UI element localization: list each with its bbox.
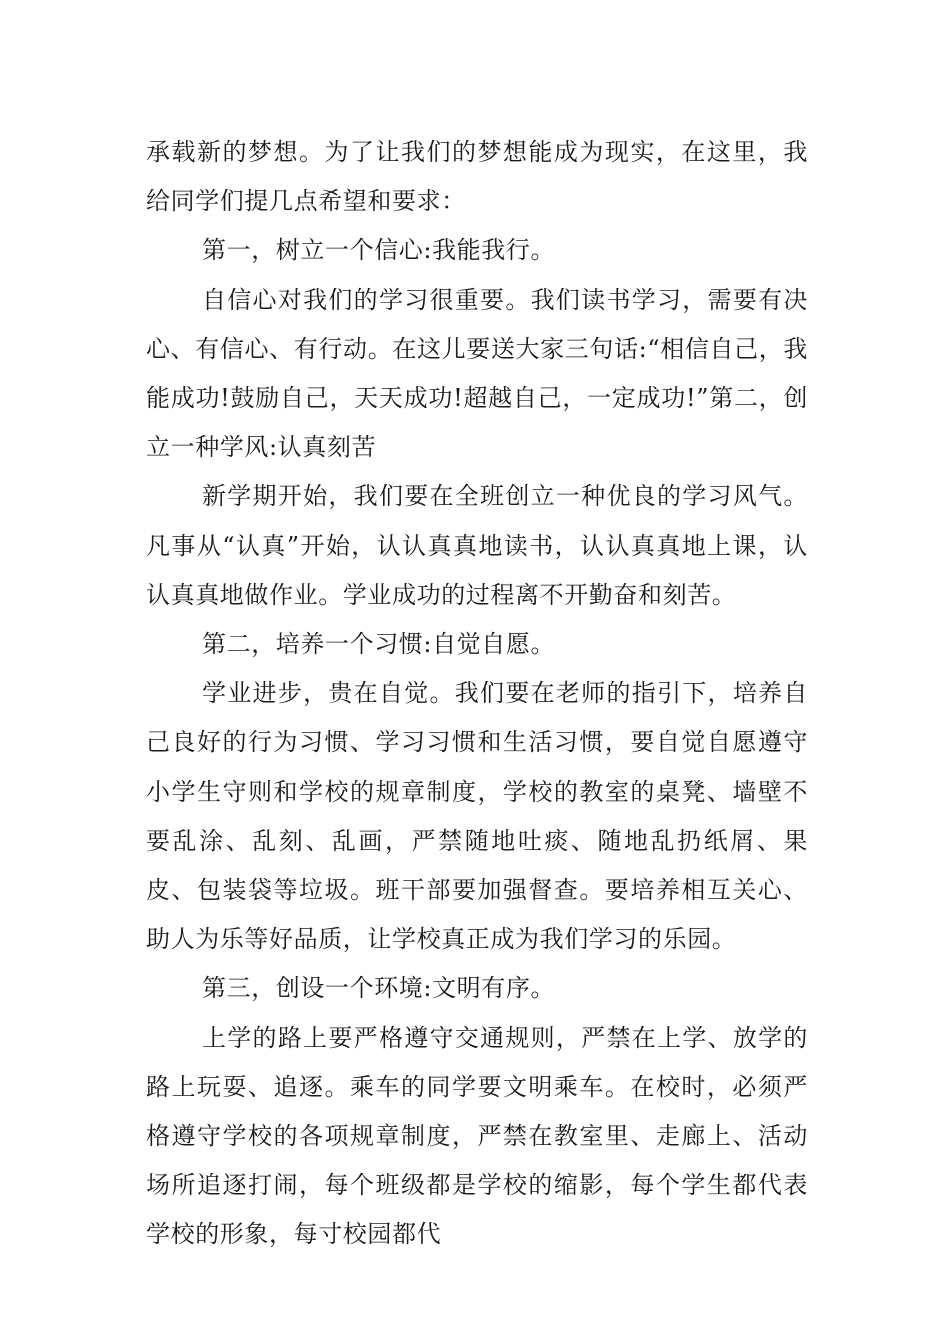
heading-point-one: 第一，树立一个信心:我能我行。 [202, 236, 556, 265]
paragraph-environment: 上学的路上要严格遵守交通规则，严禁在上学、放学的路上玩耍、追逐。乘车的同学要文明乘车。在校时，必须严格遵守学校的各项规章制度，严禁在教室里、走廊上、活动场所追逐打闹，每个班级都是学校的缩影，每个学生都代表学校的形象，每寸校园都代 [146, 1023, 808, 1249]
paragraph-habits: 学业进步，贵在自觉。我们要在老师的指引下，培养自己良好的行为习惯、学习习惯和生活习惯，要自觉自愿遵守小学生守则和学校的规章制度，学校的教室的桌凳、墙壁不要乱涂、乱刻、乱画，严禁随地吐痰、随地乱扔纸屑、果皮、包装袋等垃圾。班干部要加强督查。要培养相互关心、助人为乐等好品质，让学校真正成为我们学习的乐园。 [146, 679, 808, 954]
paragraph-intro-continued: 承载新的梦想。为了让我们的梦想能成为现实，在这里，我给同学们提几点希望和要求： [146, 138, 808, 216]
heading-point-three: 第三，创设一个环境:文明有序。 [202, 974, 556, 1003]
paragraph-confidence: 自信心对我们的学习很重要。我们读书学习，需要有决心、有信心、有行动。在这儿要送大家三句话:“相信自己，我能成功!鼓励自己，天天成功!超越自己，一定成功!”第二，创立一种学风:认真刻苦 [146, 285, 808, 462]
paragraph-study-style: 新学期开始，我们要在全班创立一种优良的学习风气。凡事从“认真”开始，认认真真地读书，认认真真地上课，认认真真地做作业。学业成功的过程离不开勤奋和刻苦。 [146, 482, 808, 609]
document-body [146, 128, 808, 1260]
heading-point-two: 第二，培养一个习惯:自觉自愿。 [202, 630, 556, 659]
